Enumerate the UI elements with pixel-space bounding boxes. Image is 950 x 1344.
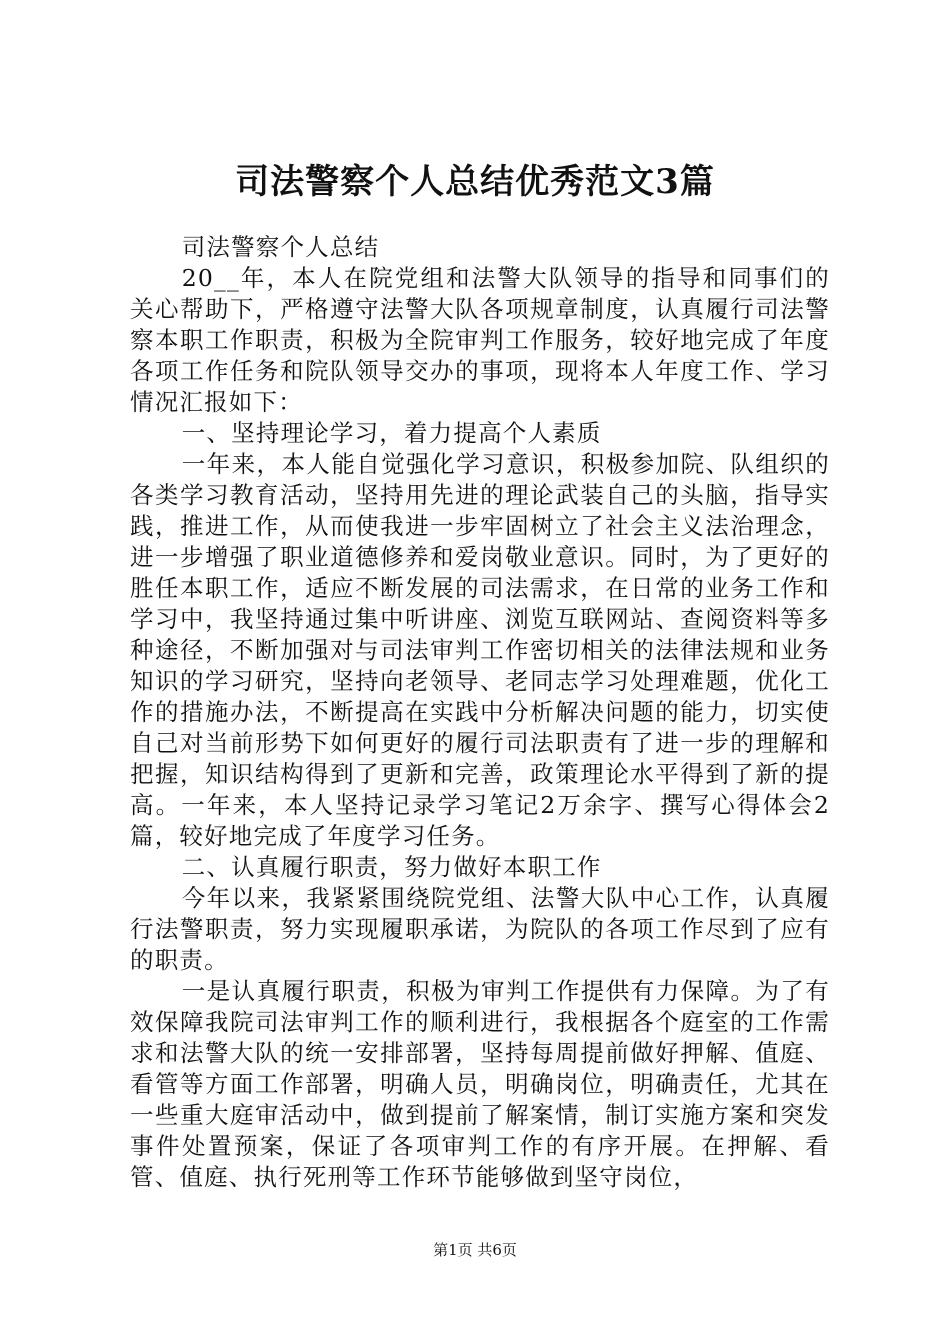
document-title: 司法警察个人总结优秀范文3篇 bbox=[235, 162, 715, 202]
body-paragraph: 一年来，本人能自觉强化学习意识，积极参加院、队组织的各类学习教育活动，坚持用先进的理论武装自己的头脑，指导实践，推进工作，从而使我进一步牢固树立了社会主义法治理念，进一步增强了职业道德修养和爱岗敬业意识。同时，为了更好的胜任本职工作，适应不断发展的司法需求，在日常的业务工作和学习中，我坚持通过集中听讲座、浏览互联网站、查阅资料等多种途径，不断加强对与司法审判工作密切相关的法律法规和业务知识的学习研究，坚持向老领导、老同志学习处理难题，优化工作的措施办法，不断提高在实践中分析解决问题的能力，切实使自己对当前形势下如何更好的履行司法职责有了进一步的理解和把握，知识结构得到了更新和完善，政策理论水平得到了新的提高。一年来，本人坚持记录学习笔记2万余字、撰写心得体会2篇，较好地完成了年度学习任务。 bbox=[130, 450, 830, 850]
document-body bbox=[130, 232, 830, 1193]
body-paragraph: 今年以来，我紧紧围绕院党组、法警大队中心工作，认真履行法警职责，努力实现履职承诺，为院队的各项工作尽到了应有的职责。 bbox=[130, 884, 830, 974]
section-heading: 二、认真履行职责，努力做好本职工作 bbox=[181, 853, 602, 881]
body-paragraph: 20__年，本人在院党组和法警大队领导的指导和同事们的关心帮助下，严格遵守法警大队各项规章制度，认真履行司法警察本职工作职责，积极为全院审判工作服务，较好地完成了年度各项工作任务和院队领导交办的事项，现将本人年度工作、学习情况汇报如下： bbox=[130, 264, 830, 416]
page-number-footer: 第1页 共6页 bbox=[433, 1241, 517, 1259]
section-subtitle: 司法警察个人总结 bbox=[181, 233, 380, 261]
section-heading: 一、坚持理论学习，着力提高个人素质 bbox=[181, 419, 602, 447]
body-paragraph: 一是认真履行职责，积极为审判工作提供有力保障。为了有效保障我院司法审判工作的顺利进行，我根据各个庭室的工作需求和法警大队的统一安排部署，坚持每周提前做好押解、值庭、看管等方面工作部署，明确人员，明确岗位，明确责任，尤其在一些重大庭审活动中，做到提前了解案情，制订实施方案和突发事件处置预案，保证了各项审判工作的有序开展。在押解、看管、值庭、执行死刑等工作环节能够做到坚守岗位， bbox=[130, 977, 830, 1191]
